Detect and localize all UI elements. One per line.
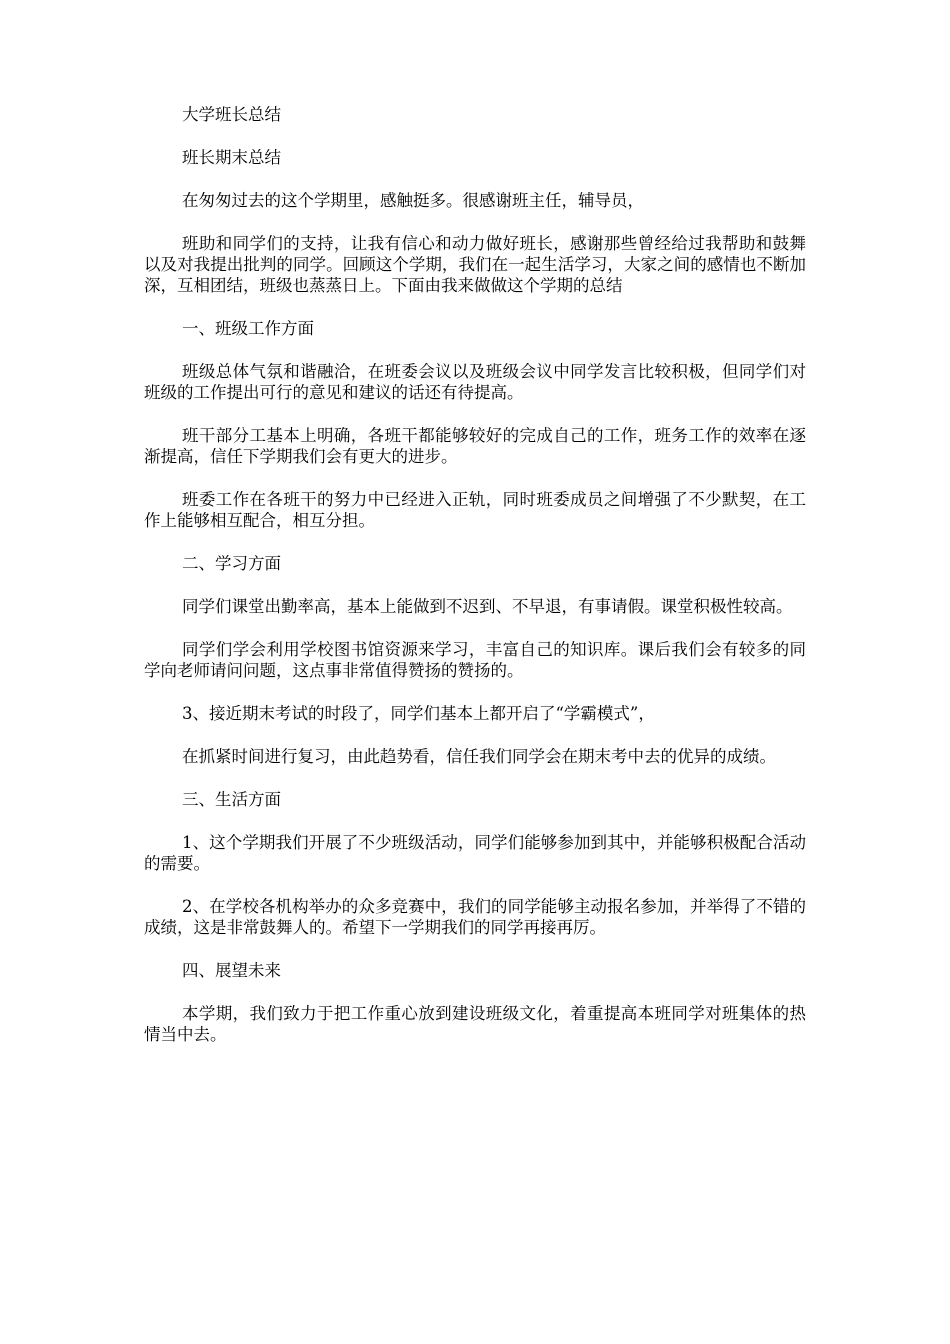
paragraph: 班委工作在各班干的努力中已经进入正轨，同时班委成员之间增强了不少默契，在工作上能够相互配合，相互分担。 bbox=[144, 490, 806, 530]
paragraph: 在抓紧时间进行复习，由此趋势看，信任我们同学会在期末考中去的优异的成绩。 bbox=[182, 747, 776, 766]
paragraph: 在匆匆过去的这个学期里，感触挺多。很感谢班主任，辅导员， bbox=[182, 191, 644, 210]
document-subtitle: 班长期末总结 bbox=[182, 148, 281, 167]
document-body bbox=[144, 104, 806, 1067]
paragraph: 班级总体气氛和谐融洽，在班委会议以及班级会议中同学发言比较积极，但同学们对班级的工作提出可行的意见和建议的话还有待提高。 bbox=[144, 362, 806, 402]
section-heading: 四、展望未来 bbox=[182, 961, 281, 980]
paragraph: 班干部分工基本上明确，各班干都能够较好的完成自己的工作，班务工作的效率在逐渐提高，信任下学期我们会有更大的进步。 bbox=[144, 426, 806, 466]
section-heading: 二、学习方面 bbox=[182, 554, 281, 573]
section-heading: 三、生活方面 bbox=[182, 790, 281, 809]
document-title: 大学班长总结 bbox=[182, 105, 281, 124]
paragraph: 3、接近期末考试的时段了，同学们基本上都开启了“学霸模式”， bbox=[182, 704, 655, 723]
section-heading: 一、班级工作方面 bbox=[182, 319, 314, 338]
paragraph: 1、这个学期我们开展了不少班级活动，同学们能够参加到其中，并能够积极配合活动的需要。 bbox=[144, 833, 806, 873]
paragraph: 本学期，我们致力于把工作重心放到建设班级文化，着重提高本班同学对班集体的热情当中去。 bbox=[144, 1004, 806, 1044]
paragraph: 班助和同学们的支持，让我有信心和动力做好班长，感谢那些曾经给过我帮助和鼓舞以及对我提出批判的同学。回顾这个学期，我们在一起生活学习，大家之间的感情也不断加深，互相团结，班级也蒸蒸日上。下面由我来做做这个学期的总结 bbox=[144, 234, 806, 295]
paragraph: 2、在学校各机构举办的众多竞赛中，我们的同学能够主动报名参加，并举得了不错的成绩，这是非常鼓舞人的。希望下一学期我们的同学再接再厉。 bbox=[144, 897, 806, 937]
paragraph: 同学们学会利用学校图书馆资源来学习，丰富自己的知识库。课后我们会有较多的同学向老师请问问题，这点事非常值得赞扬的赞扬的。 bbox=[144, 640, 806, 680]
paragraph: 同学们课堂出勤率高，基本上能做到不迟到、不早退，有事请假。课堂积极性较高。 bbox=[182, 597, 793, 616]
